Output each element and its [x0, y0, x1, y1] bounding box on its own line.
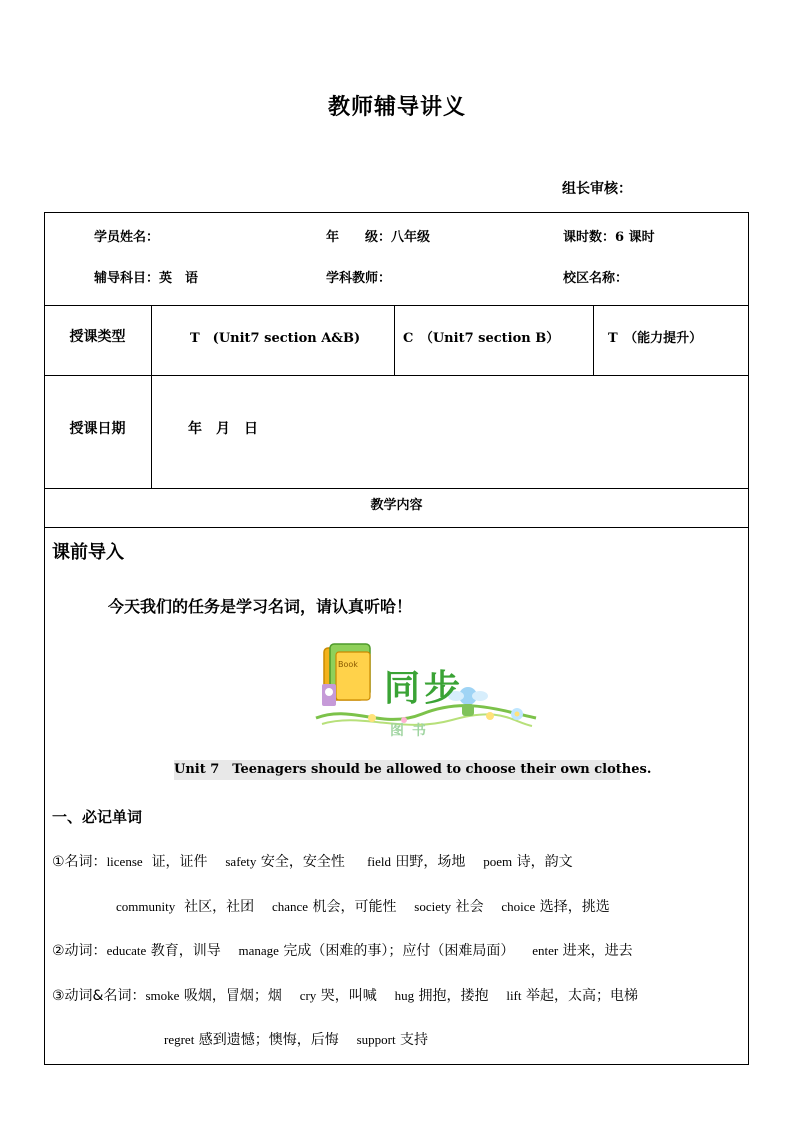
vocab-word-en: support [356, 1032, 396, 1047]
nouns-row-1 [52, 851, 573, 871]
teaching-content-heading: 教学内容 [370, 498, 423, 513]
lesson-date-label: 授课日期 [69, 421, 126, 437]
nouns-label: ①名词： [52, 854, 107, 870]
table-divider [44, 375, 749, 376]
table-divider [44, 527, 749, 528]
table-divider [44, 488, 749, 489]
vocab-word-en: chance [271, 899, 309, 914]
verbs-row [52, 940, 633, 960]
vocab-word-en: regret [164, 1032, 195, 1047]
table-divider [151, 305, 152, 488]
vocab-word-en: license [106, 854, 143, 869]
student-name-label: 学员姓名： [94, 230, 160, 245]
vocab-word-en: educate [106, 943, 147, 958]
vocab-word-en: choice [501, 899, 536, 914]
table-divider [593, 305, 594, 375]
vocab-word-en: cry [299, 988, 317, 1003]
lesson-hours-field [563, 226, 655, 245]
logo-book-text: Book [338, 660, 358, 669]
table-divider [44, 305, 749, 306]
lesson-hours-label: 课时数： [563, 230, 616, 245]
sync-logo [312, 638, 542, 738]
reviewer-label: 组长审核： [562, 181, 632, 197]
vocab-word-zh: 完成（困难的事）；应付（困难局面） [283, 943, 515, 959]
verbnoun-row-1 [52, 985, 638, 1005]
teacher-label: 学科教师： [326, 271, 392, 286]
vocab-word-en: society [414, 899, 452, 914]
vocab-word-zh: 教育，训导 [150, 943, 221, 959]
vocab-word-zh: 选择，挑选 [539, 899, 610, 915]
section-title: 课前导入 [52, 542, 124, 563]
vocab-word-zh: 诗，韵文 [516, 854, 573, 870]
verbnoun-row-2 [164, 1029, 428, 1049]
vocab-word-zh: 安全，安全性 [260, 854, 345, 870]
grade-value: 八年级 [391, 230, 431, 245]
lesson-type-label: 授课类型 [69, 329, 126, 345]
vocab-word-zh: 田野，场地 [395, 854, 466, 870]
nouns-row-2 [116, 896, 610, 916]
vocab-word-zh: 证，证件 [151, 854, 208, 870]
vocab-word-en: safety [225, 854, 257, 869]
verbnoun-label: ③动词&名词： [52, 988, 146, 1004]
vocab-word-zh: 社区，社团 [184, 899, 255, 915]
vocab-word-zh: 吸烟，冒烟；烟 [183, 988, 282, 1004]
vocab-word-zh: 拥抱，搂抱 [418, 988, 489, 1004]
lesson-hours-value: 6 课时 [615, 230, 655, 245]
vocab-word-en: community [116, 899, 176, 914]
campus-label: 校区名称： [563, 271, 629, 286]
vocab-word-en: hug [394, 988, 415, 1003]
grade-field [326, 226, 430, 245]
subject-label: 辅导科目： [94, 271, 160, 286]
grade-label: 年 级： [326, 230, 392, 245]
vocab-heading: 一、必记单词 [52, 808, 143, 826]
lesson-type-t2: T （能力提升） [608, 331, 703, 346]
vocab-word-en: lift [506, 988, 522, 1003]
lesson-type-c: C （Unit7 section B） [403, 331, 560, 346]
unit-title: Unit 7 Teenagers should be allowed to choose their own clothes. [174, 760, 620, 780]
vocab-word-zh: 机会，可能性 [312, 899, 397, 915]
vocab-word-en: field [367, 854, 391, 869]
vocab-word-zh: 感到遗憾；懊悔，后悔 [198, 1032, 339, 1048]
vocab-word-en: poem [483, 854, 513, 869]
subject-value: 英 语 [159, 271, 199, 286]
table-divider [394, 305, 395, 375]
subject-field [94, 267, 198, 286]
lesson-date-value: 年 月 日 [188, 421, 258, 437]
vocab-word-en: manage [238, 943, 279, 958]
verbs-label: ②动词： [52, 943, 107, 959]
vocab-word-en: enter [532, 943, 559, 958]
vocab-word-en: smoke [145, 988, 180, 1003]
logo-subtext: 图书 [390, 723, 434, 739]
intro-text: 今天我们的任务是学习名词，请认真听哈！ [108, 597, 413, 616]
page-title: 教师辅导讲义 [327, 94, 466, 120]
vocab-word-zh: 社会 [455, 899, 484, 915]
logo-text: 同步 [384, 668, 465, 709]
vocab-word-zh: 哭，叫喊 [320, 988, 377, 1004]
lesson-type-t1: T (Unit7 section A&B) [190, 331, 361, 346]
vocab-word-zh: 举起，太高；电梯 [525, 988, 638, 1004]
vocab-word-zh: 支持 [400, 1032, 429, 1048]
vocab-word-zh: 进来，进去 [562, 943, 633, 959]
